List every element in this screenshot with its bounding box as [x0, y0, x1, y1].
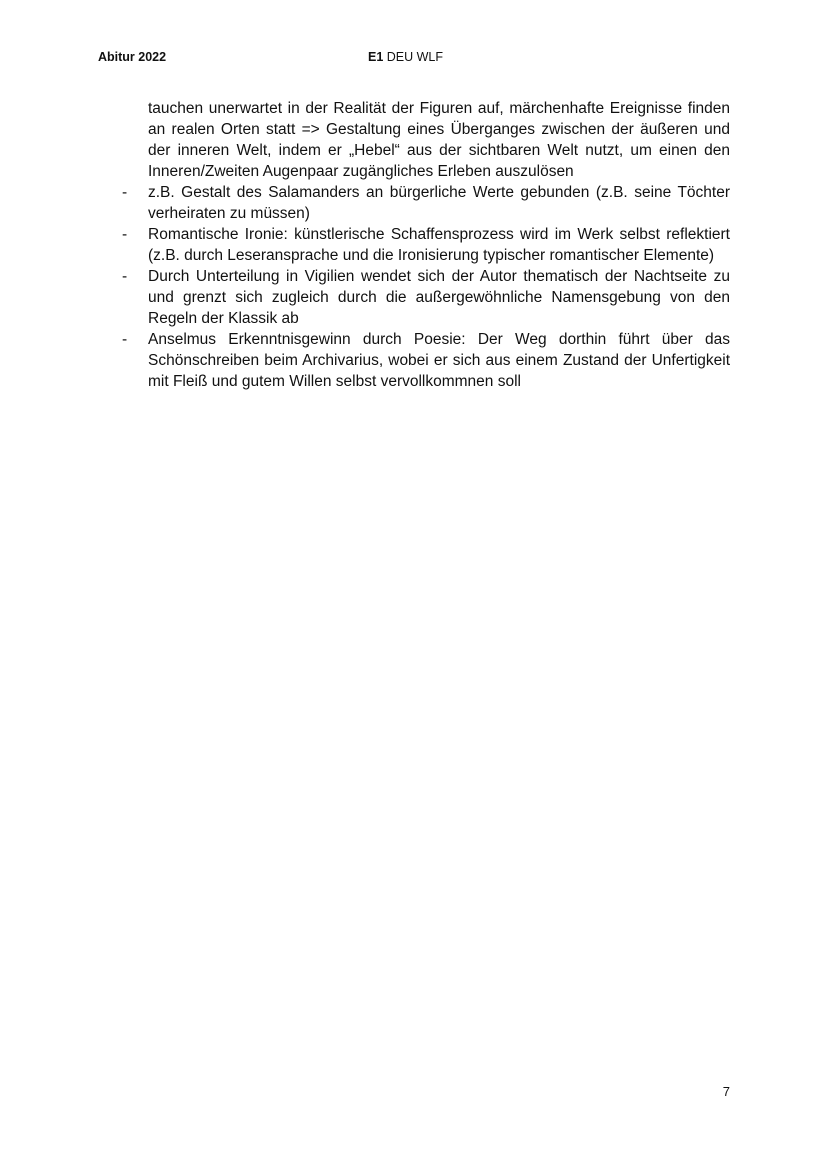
- header-subject-code-bold: E1: [368, 50, 384, 64]
- page-content: [120, 98, 730, 392]
- list-item-text: Anselmus Erkenntnisgewinn durch Poesie: Der Weg dorthin führt über das Schönschreiben beim Archivarius, wobei er sich aus einem Zustand der Unfertigkeit mit Fleiß und gutem Willen selbst vervollkommnen soll: [148, 331, 730, 390]
- header-subject-code-rest: DEU WLF: [383, 50, 444, 64]
- list-item-text: z.B. Gestalt des Salamanders an bürgerliche Werte gebunden (z.B. seine Töchter verheiraten zu müssen): [148, 184, 730, 222]
- bullet-list: [120, 182, 730, 392]
- continuation-paragraph: tauchen unerwartet in der Realität der Figuren auf, märchenhafte Ereignisse finden an realen Orten statt => Gestaltung eines Überganges zwischen der äußeren und der inneren Welt, indem er „Hebel“ aus der sichtbaren Welt nutzt, um einen den Inneren/Zweiten Augenpaar zugängliches Erleben auszulösen: [148, 100, 730, 180]
- page-header: [98, 50, 730, 70]
- page-number: 7: [722, 1084, 730, 1099]
- list-item-text: Durch Unterteilung in Vigilien wendet sich der Autor thematisch der Nachtseite zu und grenzt sich zugleich durch die außergewöhnliche Namensgebung von den Regeln der Klassik ab: [148, 268, 730, 327]
- list-item: [120, 329, 730, 392]
- header-subject-code: [368, 50, 443, 64]
- list-item: [120, 224, 730, 266]
- header-exam-year: Abitur 2022: [98, 50, 167, 64]
- list-item: [120, 266, 730, 329]
- bullet-dash: -: [122, 226, 128, 243]
- bullet-dash: -: [122, 184, 128, 201]
- list-item-text: Romantische Ironie: künstlerische Schaffensprozess wird im Werk selbst reflektiert (z.B. durch Leseransprache und die Ironisierung typischer romantischer Elemente): [148, 226, 730, 264]
- bullet-dash: -: [122, 331, 128, 348]
- list-item: [120, 182, 730, 224]
- bullet-dash: -: [122, 268, 128, 285]
